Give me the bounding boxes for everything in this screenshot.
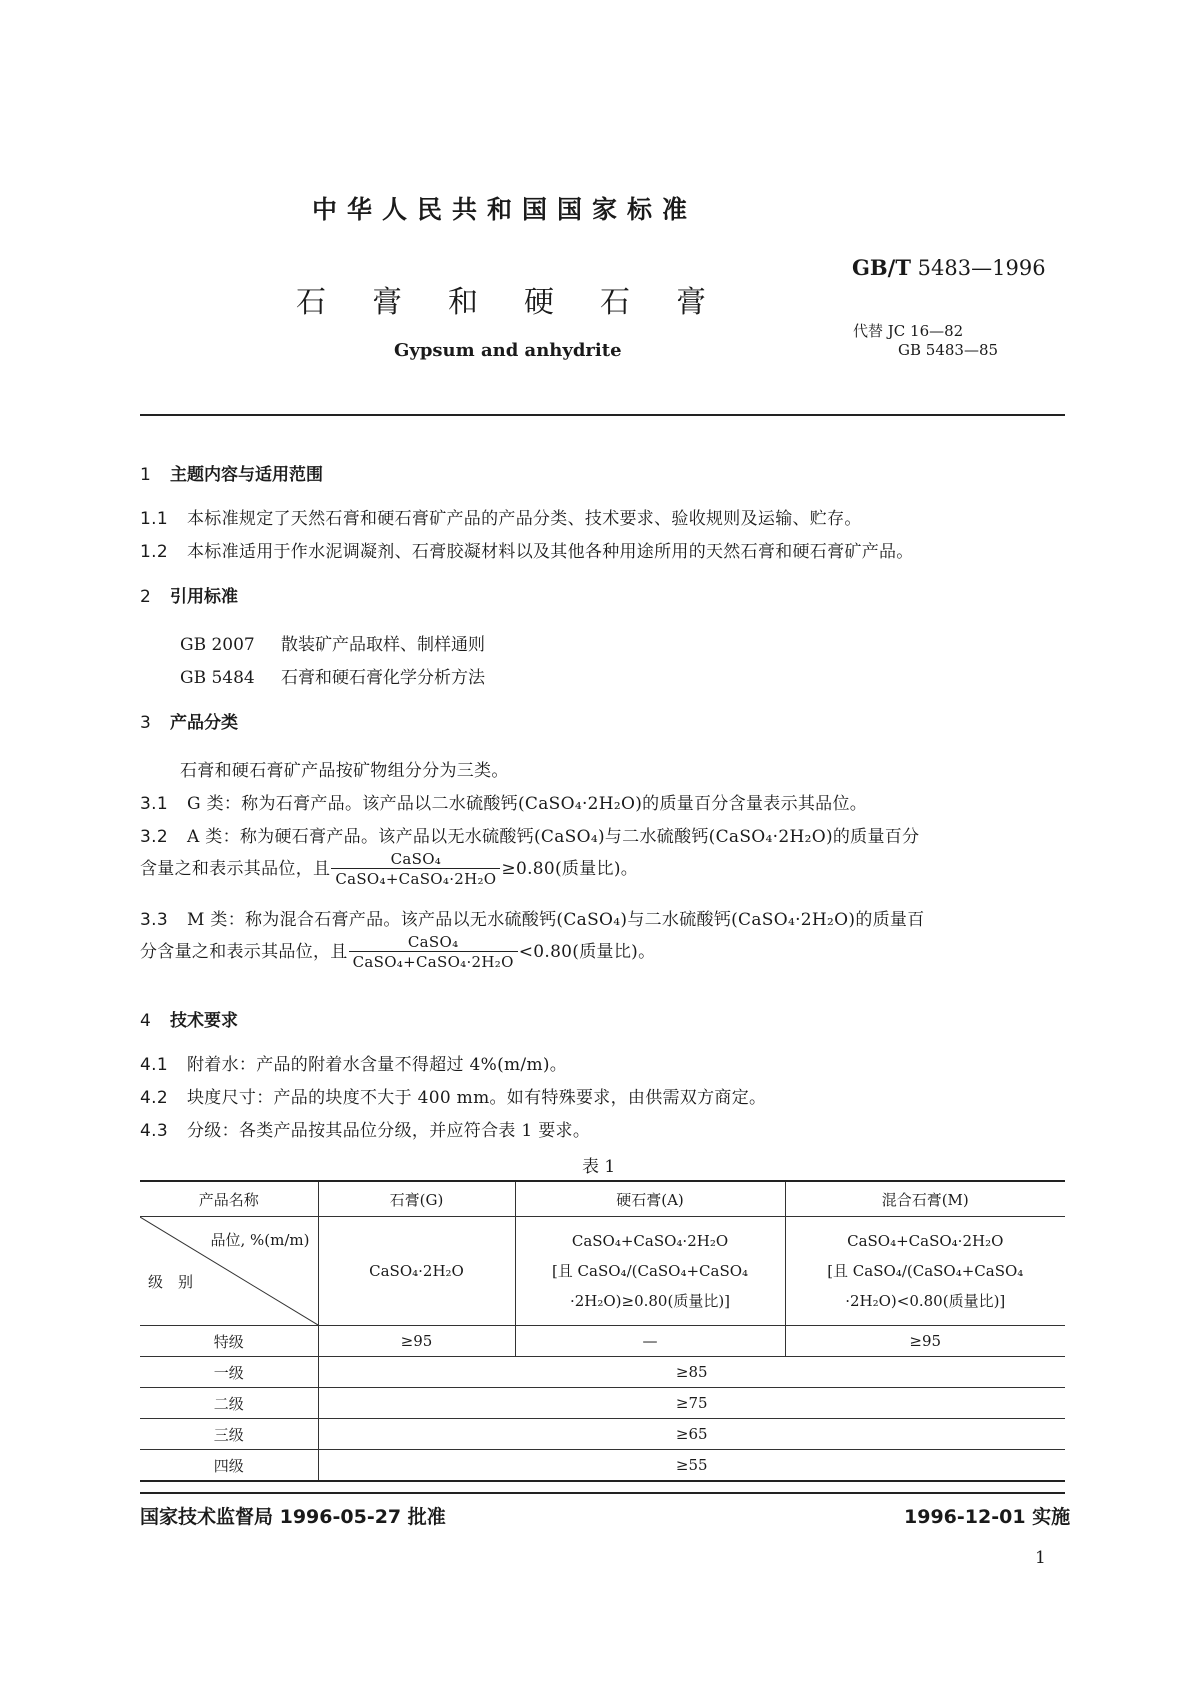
section-title: 主题内容与适用范围	[170, 465, 323, 485]
standard-code-number: 5483—1996	[917, 256, 1046, 280]
header-product-name: 产品名称	[140, 1181, 318, 1217]
replaces-line-2: GB 5483—85	[898, 341, 999, 359]
section-3-intro: 石膏和硬石膏矿产品按矿物组分分为三类。	[180, 761, 509, 781]
table-formula-row	[140, 1217, 1065, 1326]
clause-text: ≥0.80(质量比)。	[501, 859, 639, 879]
table-row	[140, 1388, 1065, 1419]
section-1-heading	[140, 460, 323, 485]
clause-number: 1.1	[140, 509, 168, 529]
section-number: 2	[140, 587, 151, 607]
formula-line: ·2H₂O)<0.80(质量比)]	[845, 1292, 1006, 1310]
reference-title: 散装矿产品取样、制样通则	[281, 635, 485, 655]
table-header-row	[140, 1181, 1065, 1217]
header-divider	[140, 414, 1065, 416]
replaces-block	[853, 322, 998, 360]
grade-name: 四级	[140, 1450, 318, 1482]
header-anhydrite: 硬石膏(A)	[515, 1181, 785, 1217]
clause-number: 3.1	[140, 794, 168, 814]
clause-text: 附着水：产品的附着水含量不得超过 4%(m/m)。	[187, 1055, 568, 1075]
grade-name: 特级	[140, 1326, 318, 1357]
implementation-line: 1996-12-01 实施	[904, 1506, 1071, 1528]
paragraph-3-3	[140, 905, 925, 930]
reference-item	[180, 630, 485, 655]
paragraph-3-2-continuation	[140, 850, 638, 889]
clause-number: 1.2	[140, 542, 168, 562]
clause-text: 含量之和表示其品位，且	[140, 859, 331, 879]
section-number: 3	[140, 713, 151, 733]
grade-name: 三级	[140, 1419, 318, 1450]
paragraph-1-2	[140, 537, 914, 562]
fraction-numerator: CaSO₄	[390, 850, 442, 868]
header-mixed-gypsum: 混合石膏(M)	[785, 1181, 1065, 1217]
section-title: 技术要求	[170, 1011, 238, 1031]
ratio-fraction	[331, 850, 500, 889]
formula-line: ·2H₂O)≥0.80(质量比)]	[569, 1292, 731, 1310]
table-row	[140, 1326, 1065, 1357]
clause-text: <0.80(质量比)。	[518, 942, 656, 962]
ratio-fraction	[349, 933, 518, 972]
formula-line: [且 CaSO₄/(CaSO₄+CaSO₄	[827, 1262, 1024, 1280]
reference-item	[180, 663, 485, 688]
section-number: 4	[140, 1011, 151, 1031]
table-caption: 表 1	[582, 1157, 616, 1177]
clause-number: 4.1	[140, 1055, 168, 1075]
mixed-gypsum-formula	[785, 1217, 1065, 1326]
paragraph-3-1	[140, 789, 867, 814]
header-gypsum: 石膏(G)	[318, 1181, 515, 1217]
standard-type-title: 中华人民共和国国家标准	[312, 195, 698, 224]
section-3-heading	[140, 708, 238, 733]
standard-code	[852, 255, 1046, 280]
clause-text: 分含量之和表示其品位，且	[140, 942, 348, 962]
section-title: 引用标准	[170, 587, 238, 607]
clause-text: 分级：各类产品按其品位分级，并应符合表 1 要求。	[187, 1121, 591, 1141]
paragraph-1-1	[140, 504, 862, 529]
clause-text: A 类：称为硬石膏产品。该产品以无水硫酸钙(CaSO₄)与二水硫酸钙(CaSO₄·2H₂O)的质量百分	[187, 827, 920, 847]
paragraph-4-2	[140, 1083, 766, 1108]
grade-value: ≥85	[318, 1357, 1065, 1388]
replaces-line-1: 代替 JC 16—82	[853, 322, 964, 340]
formula-line: CaSO₄+CaSO₄·2H₂O	[571, 1232, 729, 1250]
gypsum-formula: CaSO₄·2H₂O	[318, 1217, 515, 1326]
table-row	[140, 1450, 1065, 1482]
grade-value: ≥75	[318, 1388, 1065, 1419]
paragraph-4-1	[140, 1050, 567, 1075]
grade-name: 一级	[140, 1357, 318, 1388]
reference-code: GB 2007	[180, 635, 255, 655]
clause-number: 3.2	[140, 827, 168, 847]
clause-number: 3.3	[140, 910, 168, 930]
grade-percent-label: 品位, %(m/m)	[210, 1231, 310, 1249]
grade-value: ≥55	[318, 1450, 1065, 1482]
diagonal-header-cell	[140, 1217, 318, 1326]
table-row	[140, 1419, 1065, 1450]
paragraph-3-3-continuation	[140, 933, 655, 972]
paragraph-3-2	[140, 822, 919, 847]
table-row	[140, 1357, 1065, 1388]
clause-text: 本标准规定了天然石膏和硬石膏矿产品的产品分类、技术要求、验收规则及运输、贮存。	[187, 509, 862, 529]
clause-text: 本标准适用于作水泥调凝剂、石膏胶凝材料以及其他各种用途所用的天然石膏和硬石膏矿产品。	[187, 542, 914, 562]
fraction-denominator: CaSO₄+CaSO₄·2H₂O	[349, 951, 518, 972]
section-4-heading	[140, 1006, 238, 1031]
clause-text: M 类：称为混合石膏产品。该产品以无水硫酸钙(CaSO₄)与二水硫酸钙(CaSO₄·2H₂O)的质量百	[187, 910, 925, 930]
reference-code: GB 5484	[180, 668, 255, 688]
mixed-gypsum-value: ≥95	[785, 1326, 1065, 1357]
paragraph-4-3	[140, 1116, 590, 1141]
section-2-heading	[140, 582, 238, 607]
section-title: 产品分类	[170, 713, 238, 733]
grade-value: ≥65	[318, 1419, 1065, 1450]
clause-text: 块度尺寸：产品的块度不大于 400 mm。如有特殊要求，由供需双方商定。	[187, 1088, 767, 1108]
reference-title: 石膏和硬石膏化学分析方法	[281, 668, 485, 688]
gypsum-value: ≥95	[318, 1326, 515, 1357]
approval-line: 国家技术监督局 1996-05-27 批准	[140, 1506, 446, 1528]
fraction-numerator: CaSO₄	[407, 933, 459, 951]
page-number: 1	[1035, 1548, 1046, 1568]
section-number: 1	[140, 465, 151, 485]
anhydrite-formula	[515, 1217, 785, 1326]
footer-divider	[140, 1492, 1065, 1494]
standard-code-prefix: GB/T	[852, 255, 911, 280]
clause-text: G 类：称为石膏产品。该产品以二水硫酸钙(CaSO₄·2H₂O)的质量百分含量表示其品位。	[187, 794, 868, 814]
document-title: 石膏和硬石膏	[296, 285, 752, 320]
grades-table	[140, 1180, 1065, 1482]
clause-number: 4.3	[140, 1121, 168, 1141]
english-title: Gypsum and anhydrite	[394, 340, 622, 361]
fraction-denominator: CaSO₄+CaSO₄·2H₂O	[331, 868, 500, 889]
anhydrite-value: —	[515, 1326, 785, 1357]
formula-line: CaSO₄+CaSO₄·2H₂O	[847, 1232, 1004, 1250]
grade-name: 二级	[140, 1388, 318, 1419]
grade-level-label: 级 别	[148, 1273, 194, 1291]
clause-number: 4.2	[140, 1088, 168, 1108]
formula-line: [且 CaSO₄/(CaSO₄+CaSO₄	[551, 1262, 749, 1280]
